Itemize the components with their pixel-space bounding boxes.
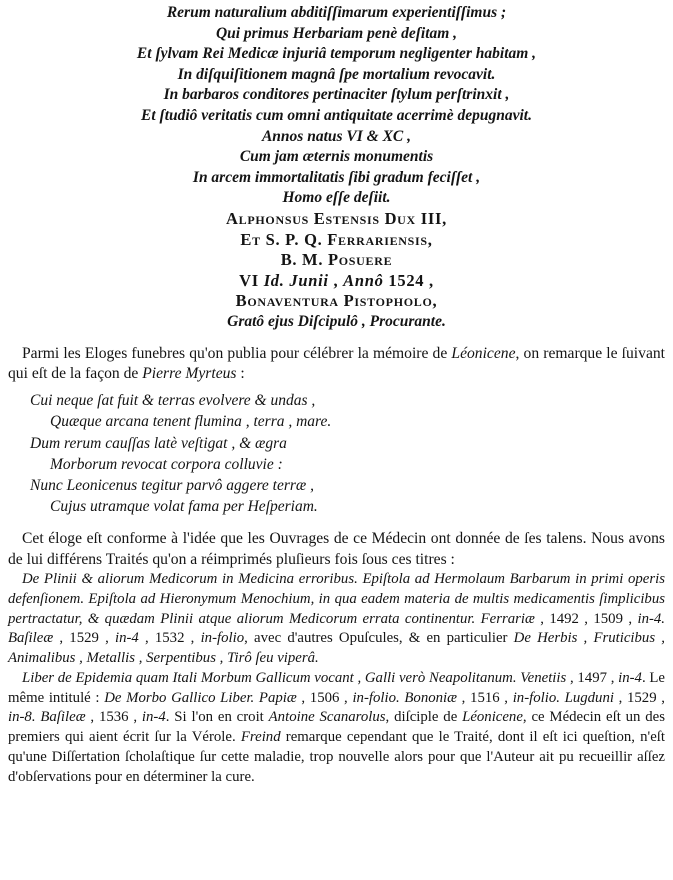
works-paragraph-plinii: De Plinii & aliorum Medicorum in Medicina erroribus. Epiſtola ad Hermolaum Barbarum in primi operis defenſionem. Epiſtola ad Hieronymum Menochium, in qua eadem materia de multis medicamentis ſimplicibus pertractatur, & quædam Plinii atque aliorum Medicorum errata continentur. Ferrariæ , 1492 , 1509 , in-4. Baſileæ , 1529 , in-4 , 1532 , in-folio, avec d'autres Opuſcules, & en particulier De Herbis , Fruticibus , Animalibus , Metallis , Serpentibus , Tirô ſeu viperâ. <box>8 570 665 667</box>
poem-verse: Nunc Leonicenus tegitur parvô aggere terræ , <box>30 476 314 494</box>
epitaph-line: Cum jam æternis monumentis <box>239 148 434 166</box>
epitaph-line: Alphonsus Estensis Dux III, <box>226 208 447 228</box>
epitaph-line: Et ſylvam Rei Medicæ injuriâ temporum negligenter habitam , <box>136 45 537 63</box>
epitaph <box>8 3 665 333</box>
epitaph-line: Annos natus VI & XC , <box>261 127 412 145</box>
epitaph-line: In diſquiſitionem magnâ ſpe mortalium revocavit. <box>177 65 496 83</box>
poem-verse: Dum rerum cauſſas latè veſtigat , & ægra <box>30 434 287 452</box>
eloge-paragraph: Cet éloge eſt conforme à l'idée que les Ouvrages de ce Médecin ont donnée de ſes talens. Nous avons de lui différens Traités qu'on a réimprimés pluſieurs fois ſous ces titres : <box>8 530 665 568</box>
works-paragraph-epidemia: Liber de Epidemia quam Itali Morbum Gallicum vocant , Galli verò Neapolitanum. Venetiis , 1497 , in-4. Le même intitulé : De Morbo Gallico Liber. Papiæ , 1506 , in-folio. Bononiæ , 1516 , in-folio. Lugduni , 1529 , in-8. Baſileæ , 1536 , in-4. Si l'on en croit Antoine Scanarolus, diſciple de Léonicene, ce Médecin eſt un des premiers qui aient écrit ſur la Vérole. Freind remarque cependant que le Traité, dont il eſt ici queſtion, n'eſt qu'une Diſſertation ſcholaſtique ſur cette maladie, trop nouvelle alors pour que l'Auteur ait pu recueillir aſſez d'obſervations pour en déterminer la cure. <box>8 669 665 785</box>
epitaph-line: Et ſtudiô veritatis cum omni antiquitate acerrimè depugnavit. <box>141 106 532 124</box>
epitaph-line: In barbaros conditores pertinaciter ſtylum perſtrinxit , <box>163 86 510 104</box>
epitaph-line: Et S. P. Q. Ferrariensis, <box>240 229 433 249</box>
epitaph-line: Gratô ejus Diſcipulô , Procurante. <box>227 312 446 330</box>
poem-verse: Cujus utramque volat fama per Heſperiam. <box>50 498 318 516</box>
poem-verse: Cui neque ſat fuit & terras evolvere & undas , <box>30 392 316 410</box>
poem <box>8 390 665 517</box>
epitaph-line: Bonaventura Pistopholo, <box>235 291 438 311</box>
epitaph-line: B. M. Posuere <box>280 250 393 270</box>
epitaph-line: Qui primus Herbariam penè deſitam , <box>215 24 458 42</box>
epitaph-line: In arcem immortalitatis ſibi gradum feciſſet , <box>192 168 481 186</box>
epitaph-line: Rerum naturalium abditiſſimarum experientiſſimus ; <box>166 4 507 21</box>
epitaph-date-line: VI Id. Junii , Annô 1524 , <box>239 270 434 290</box>
poem-verse: Morborum revocat corpora colluvie : <box>50 455 283 473</box>
poem-verse: Quæque arcana tenent flumina , terra , mare. <box>50 413 332 431</box>
intro-paragraph: Parmi les Eloges funebres qu'on publia pour célébrer la mémoire de Léonicene, on remarque le ſuivant qui eſt de la façon de Pierre Myrteus : <box>8 344 665 382</box>
epitaph-line: Homo eſſe deſiit. <box>282 189 391 207</box>
